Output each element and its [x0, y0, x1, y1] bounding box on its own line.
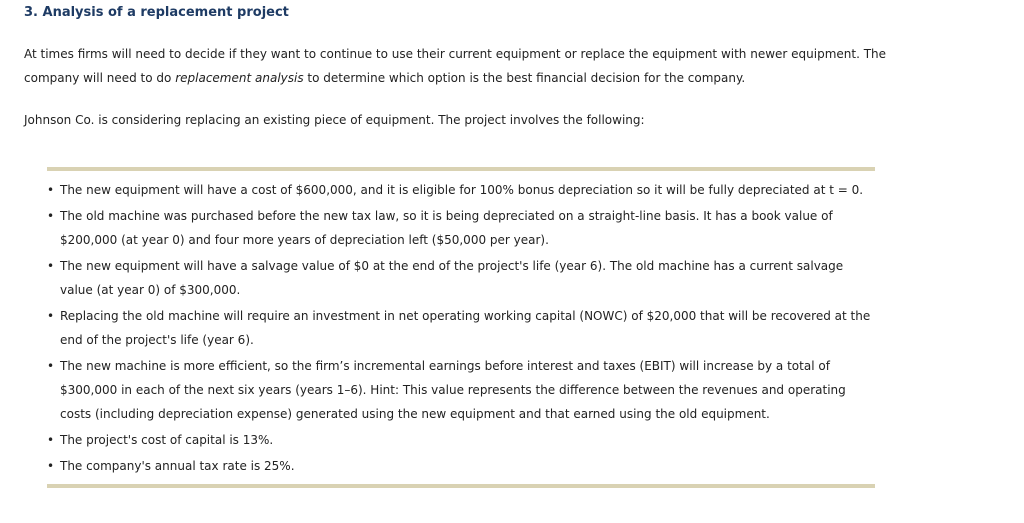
list-item: [47, 204, 877, 252]
list-item-text: Replacing the old machine will require an investment in net operating working capital (NOWC) of $20,000 that will be recovered at the end of the project's life (year 6).: [60, 309, 871, 347]
intro-text-end: to determine which option is the best financial decision for the company.: [303, 71, 746, 85]
list-item-text: The new machine is more efficient, so the firm’s incremental earnings before interest and taxes (EBIT) will increase by a total of $300,000 in each of the next six years (years 1–6). Hint: This value represents the difference between the revenues and operating costs (including depreciation expense) generated using the new equipment and that earned using the old equipment.: [60, 359, 846, 421]
intro-paragraph: [24, 42, 914, 90]
bullet-icon: •: [47, 459, 55, 473]
list-item-text: The old machine was purchased before the new tax law, so it is being depreciated on a straight-line basis. It has a book value of $200,000 (at year 0) and four more years of depreciation left ($50,000 per year).: [60, 209, 833, 247]
lead-paragraph: Johnson Co. is considering replacing an existing piece of equipment. The project involves the following:: [24, 113, 645, 127]
bottom-divider: [47, 484, 875, 488]
list-item: [47, 428, 877, 452]
intro-emphasis: replacement analysis: [175, 71, 304, 85]
list-item: [47, 178, 877, 202]
intro-text-start: At times firms will need to decide if they want to continue to use their current equipment or replace the equipment with newer equipment. The company will need to do: [24, 47, 887, 85]
top-divider: [47, 167, 875, 171]
bullet-icon: •: [47, 259, 55, 273]
project-details-list: [47, 178, 877, 480]
list-item-text: The new equipment will have a salvage value of $0 at the end of the project's life (year 6). The old machine has a current salvage value (at year 0) of $300,000.: [60, 259, 844, 297]
bullet-icon: •: [47, 433, 55, 447]
bullet-icon: •: [47, 359, 55, 373]
bullet-icon: •: [47, 183, 55, 197]
list-item: [47, 304, 877, 352]
section-title: 3. Analysis of a replacement project: [24, 5, 289, 20]
list-item-text: The project's cost of capital is 13%.: [60, 433, 274, 447]
bullet-icon: •: [47, 209, 55, 223]
list-item: [47, 354, 877, 426]
list-item-text: The company's annual tax rate is 25%.: [60, 459, 295, 473]
bullet-icon: •: [47, 309, 55, 323]
list-item: [47, 454, 877, 478]
list-item: [47, 254, 877, 302]
list-item-text: The new equipment will have a cost of $600,000, and it is eligible for 100% bonus depreciation so it will be fully depreciated at t = 0.: [60, 183, 864, 197]
